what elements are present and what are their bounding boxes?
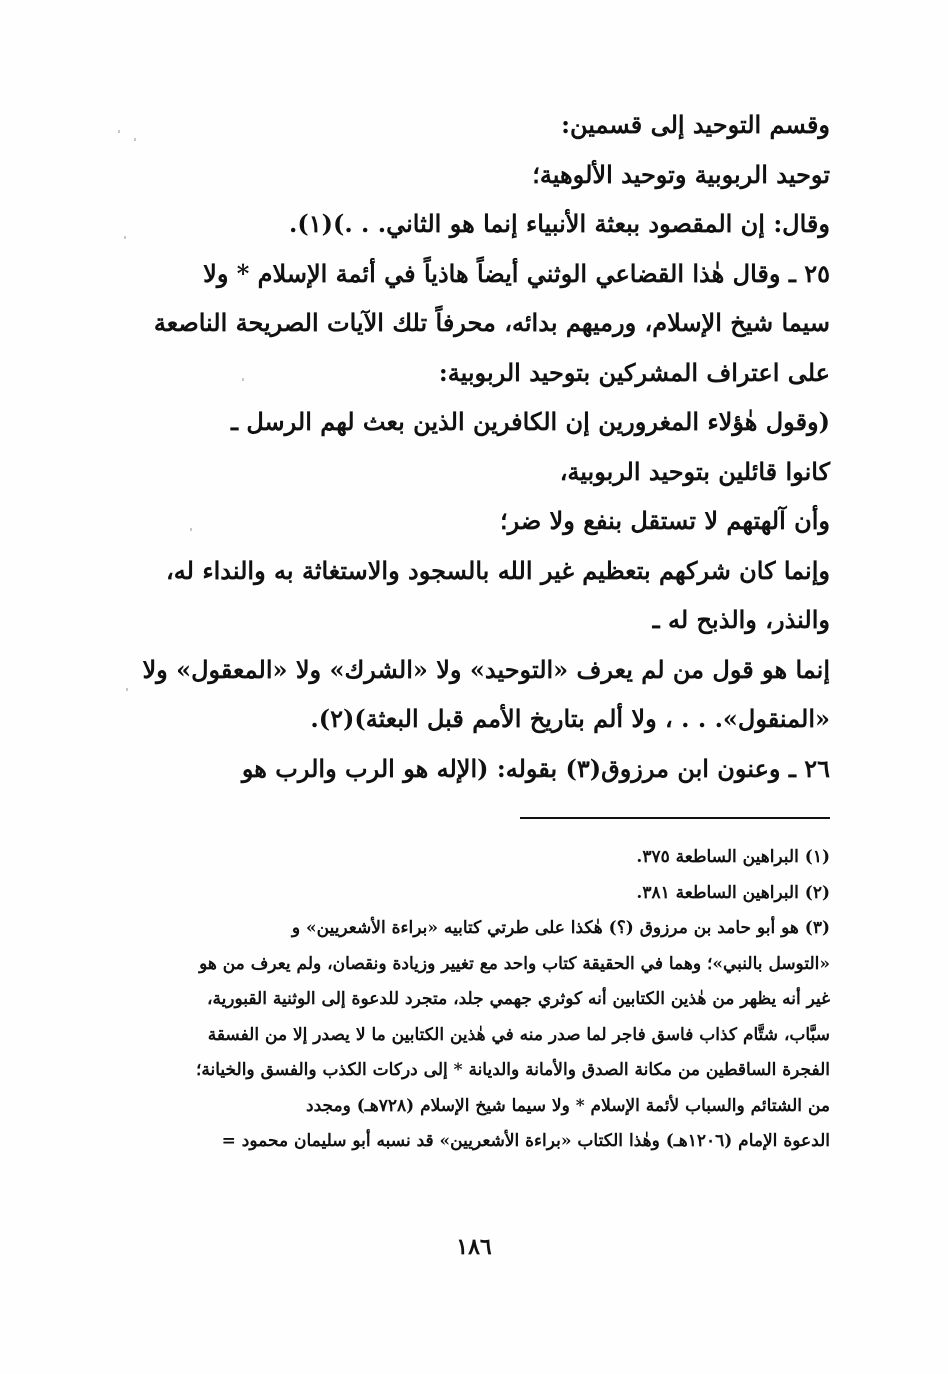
footnote-line: الفجرة الساقطين من مكانة الصدق والأمانة والديانة * إلى دركات الكذب والفسق والخيانة؛ — [196, 1060, 830, 1080]
footnote-line: من الشتائم والسباب لأئمة الإسلام * ولا سيما شيخ الإسلام (٧٢٨هـ) ومجدد — [306, 1095, 830, 1116]
text-line: كانوا قائلين بتوحيد الربوبية، — [559, 456, 830, 486]
scan-speck — [124, 236, 126, 239]
scan-speck — [190, 528, 192, 531]
text-line: (وقول هٰؤلاء المغرورين إن الكافرين الذين بعث لهم الرسل ـ — [230, 407, 830, 436]
footnote-line: (٢) البراهين الساطعة ٣٨١. — [636, 882, 830, 903]
footnote-divider — [520, 817, 830, 819]
footnote-line: «التوسل بالنبي»؛ وهما في الحقيقة كتاب واحد مع تغيير وزيادة ونقصان، ولم يعرف من هو — [199, 953, 830, 974]
footnote-line: الدعوة الإمام (١٢٠٦هـ) وهٰذا الكتاب «براءة الأشعريين» قد نسبه أبو سليمان محمود = — [221, 1131, 830, 1151]
text-line: وأن آلهتهم لا تستقل بنفع ولا ضر؛ — [499, 506, 830, 535]
text-line: وقسم التوحيد إلى قسمين: — [561, 110, 830, 139]
text-line: سيما شيخ الإسلام، ورميهم بدائه، محرفاً تلك الآيات الصريحة الناصعة — [153, 308, 830, 337]
main-text-block — [100, 100, 830, 793]
text-line: وقال: إن المقصود ببعثة الأنبياء إنما هو الثاني. . .)(١). — [289, 209, 830, 238]
text-line: على اعتراف المشركين بتوحيد الربوبية: — [438, 357, 830, 387]
text-line: «المنقول». . . ، ولا ألم بتاريخ الأمم قبل البعثة)(٢). — [310, 704, 830, 733]
footnote-line: سبَّاب، شتَّام كذاب فاسق فاجر لما صدر منه في هٰذين الكتابين ما لا يصدر إلا من الفسقة — [207, 1024, 830, 1045]
text-line: ٢٦ ـ وعنون ابن مرزوق(٣) بقوله: (الإله هو الرب والرب هو — [241, 753, 830, 783]
scan-speck — [242, 378, 244, 381]
footnote-line: (١) البراهين الساطعة ٣٧٥. — [636, 847, 830, 867]
scan-speck — [126, 688, 128, 691]
footnote-line: غير أنه يظهر من هٰذين الكتابين أنه كوثري جهمي جلد، متجرد للدعوة إلى الوثنية القبورية، — [206, 989, 830, 1009]
page-number: ١٨٦ — [456, 1234, 492, 1260]
text-line: وإنما كان شركهم بتعظيم غير الله بالسجود والاستغاثة به والنداء له، — [166, 555, 830, 585]
footnote-line: (٣) هو أبو حامد بن مرزوق (؟) هٰكذا على طرتي كتابيه «براءة الأشعريين» و — [291, 918, 830, 938]
scan-speck — [118, 130, 120, 133]
scan-speck — [134, 138, 136, 141]
text-line: إنما هو قول من لم يعرف «التوحيد» ولا «الشرك» ولا «المعقول» ولا — [142, 654, 830, 684]
footnotes-block — [100, 840, 830, 1160]
text-line: ٢٥ ـ وقال هٰذا القضاعي الوثني أيضاً هاذياً في أئمة الإسلام * ولا — [203, 258, 830, 288]
text-line: توحيد الربوبية وتوحيد الألوهية؛ — [532, 159, 830, 189]
text-line: والنذر، والذبح له ـ — [652, 605, 830, 634]
